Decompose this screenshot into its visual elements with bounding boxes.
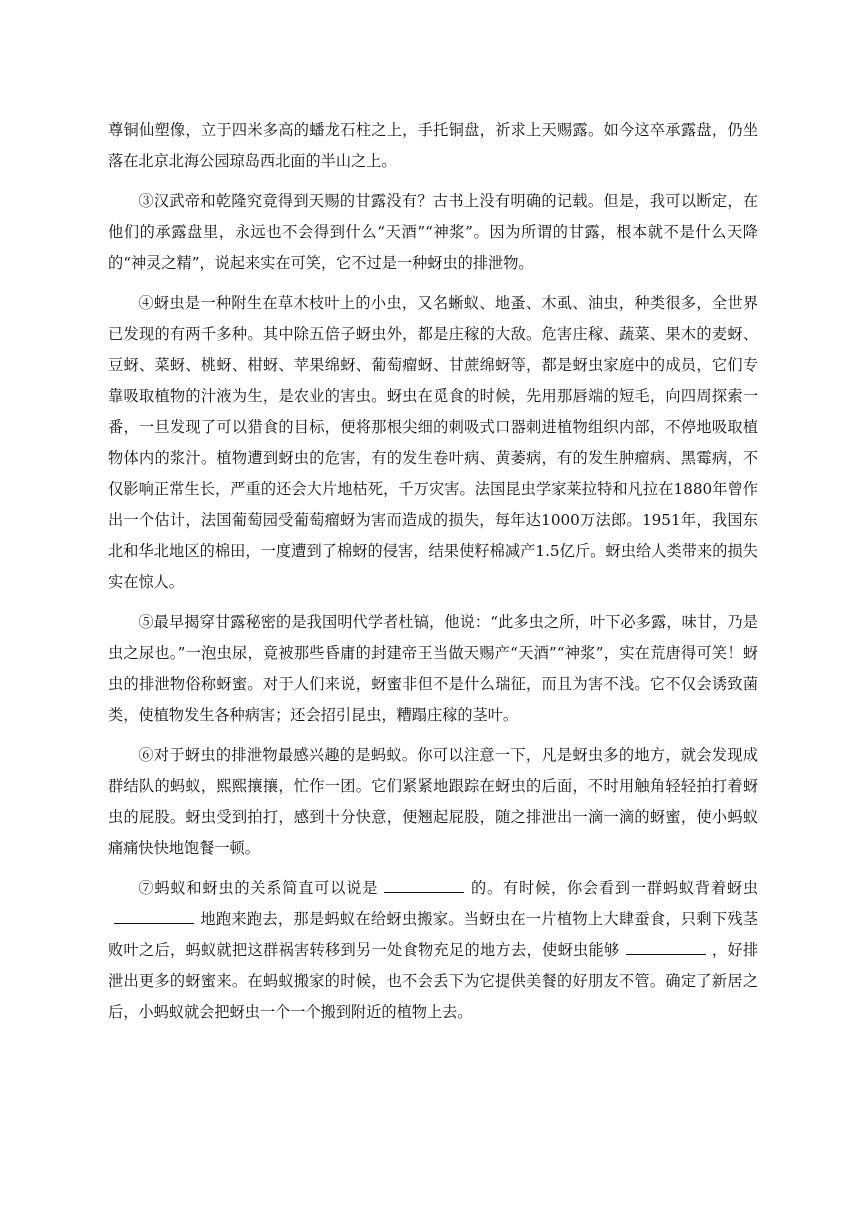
paragraph-7-segment-4: ，好排泄出更多的蚜蜜来。在蚂蚁搬家的时候，也不会丢下为它提供美餐的好朋友不管。确定了新居之后，小蚂蚁就会把蚜虫一个一个搬到附近的植物上去。 [108,941,758,1021]
paragraph-7-segment-2: 的。有时候，你会看到一群蚂蚁背着蚜虫 [470,879,759,897]
fill-in-blank-2[interactable] [114,905,194,924]
paragraph-4: ④蚜虫是一种附生在草木枝叶上的小虫，又名蜥蚁、地蚤、木虱、油虫，种类很多，全世界已发现的有两千多种。其中除五倍子蚜虫外，都是庄稼的大敌。危害庄稼、蔬菜、果木的麦蚜、豆蚜、菜蚜、桃蚜、柑蚜、苹果绵蚜、葡萄瘤蚜、甘蔗绵蚜等，都是蚜虫家庭中的成员，它们专靠吸取植物的汁液为生，是农业的害虫。蚜虫在觅食的时候，先用那唇端的短毛，向四周探索一番，一旦发现了可以猎食的目标，便将那根尖细的刺吸式口器刺进植物组织内部，不停地吸取植物体内的浆汁。植物遭到蚜虫的危害，有的发生卷叶病、黄萎病，有的发生肿瘤病、黑霉病，不仅影响正常生长，严重的还会大片地枯死，千万灾害。法国昆虫学家莱拉特和凡拉在1880年曾作出一个估计，法国葡萄园受葡萄瘤蚜为害而造成的损失，每年达1000万法郎。1951年，我国东北和华北地区的棉田，一度遭到了棉蚜的侵害，结果使籽棉减产1.5亿斤。蚜虫给人类带来的损失实在惊人。 [108,294,758,591]
paragraph-7 [108,873,758,1028]
paragraph-6: ⑥对于蚜虫的排泄物最感兴趣的是蚂蚁。你可以注意一下，凡是蚜虫多的地方，就会发现成群结队的蚂蚁，熙熙攘攘，忙作一团。它们紧紧地跟踪在蚜虫的后面，不时用触角轻轻拍打着蚜虫的屁股。蚜虫受到拍打，感到十分快意，便翘起屁股，随之排泄出一滴一滴的蚜蜜，使小蚂蚁痛痛快快地饱餐一顿。 [108,746,758,857]
fill-in-blank-1[interactable] [384,874,464,893]
paragraph-7-segment-1: ⑦蚂蚁和蚜虫的关系简直可以说是 [138,879,379,897]
paragraph-intro: 尊铜仙塑像，立于四米多高的蟠龙石柱之上，手托铜盘，祈求上天赐露。如今这卒承露盘，仍坐落在北京北海公园琼岛西北面的半山之上。 [108,121,758,170]
paragraph-3: ③汉武帝和乾隆究竟得到天赐的甘露没有？古书上没有明确的记载。但是，我可以断定，在他们的承露盘里，永远也不会得到什么“天酒”“神浆”。因为所谓的甘露，根本就不是什么天降的“神灵之精”，说起来实在可笑，它不过是一种蚜虫的排泄物。 [108,192,758,272]
fill-in-blank-3[interactable] [626,936,706,955]
paragraph-7-segment-3: 地跑来跑去，那是蚂蚁在给蚜虫搬家。当蚜虫在一片植物上大肆蚕食，只剩下残茎败叶之后，蚂蚁就把这群祸害转移到另一处食物充足的地方去，使蚜虫能够 [108,910,758,959]
article-body [108,115,758,1037]
paragraph-5: ⑤最早揭穿甘露秘密的是我国明代学者杜镐，他说：“此多虫之所，叶下必多露，味甘，乃是虫之尿也。”一泡虫尿，竟被那些昏庸的封建帝王当做天赐产“天酒”“神浆”，实在荒唐得可笑！蚜虫的排泄物俗称蚜蜜。对于人们来说，蚜蜜非但不是什么瑞征，而且为害不浅。它不仅会诱致菌类，使植物发生各种病害；还会招引昆虫，糟蹋庄稼的茎叶。 [108,613,758,724]
